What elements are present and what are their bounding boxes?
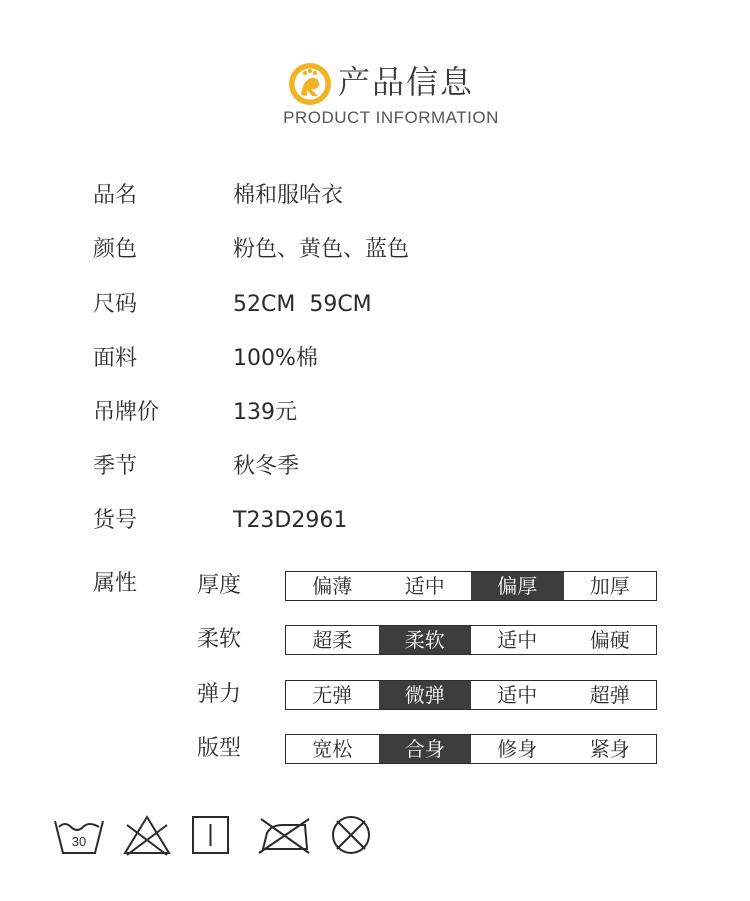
attr-option[interactable]: 适中 (404, 574, 445, 598)
info-value: T23D2961 (233, 508, 348, 533)
attr-option[interactable]: 超柔 (312, 628, 353, 652)
info-value: 秋冬季 (233, 454, 300, 479)
attr-label: 厚度 (197, 573, 242, 598)
info-label: 吊牌价 (93, 400, 160, 425)
attr-option[interactable]: 微弹 (379, 681, 472, 709)
no-iron-icon (257, 813, 311, 857)
wash-temp: 30 (71, 834, 87, 849)
info-value: 棉和服哈衣 (233, 183, 344, 208)
info-label: 颜色 (93, 237, 138, 262)
attr-label: 柔软 (197, 627, 242, 652)
attr-option[interactable]: 偏薄 (312, 574, 353, 598)
info-value: 100%棉 (233, 346, 318, 371)
info-value: 139元 (233, 400, 297, 425)
attr-option[interactable]: 偏厚 (471, 572, 564, 600)
page-title: 产品信息 (338, 63, 475, 101)
info-label: 品名 (93, 183, 138, 208)
attr-option[interactable]: 合身 (379, 735, 472, 763)
attr-options (285, 571, 657, 601)
line-dry-icon (191, 813, 231, 857)
no-dry-clean-icon (329, 813, 373, 857)
attr-options (285, 625, 657, 655)
attr-option[interactable]: 适中 (497, 628, 538, 652)
attr-option[interactable]: 加厚 (589, 574, 630, 598)
attr-option[interactable]: 超弹 (589, 683, 630, 707)
attr-label: 版型 (197, 736, 242, 761)
attr-option[interactable]: 无弹 (312, 683, 353, 707)
info-label: 季节 (93, 454, 138, 479)
attr-options (285, 734, 657, 764)
logo-icon (288, 62, 332, 106)
attr-options (285, 680, 657, 710)
page-subtitle: PRODUCT INFORMATION (283, 108, 499, 127)
info-label: 尺码 (93, 292, 138, 317)
attr-option[interactable]: 紧身 (589, 737, 630, 761)
attr-option[interactable]: 偏硬 (589, 628, 630, 652)
wash-30-icon (53, 813, 105, 857)
info-value: 52CM 59CM (233, 292, 372, 317)
attr-option[interactable]: 柔软 (379, 626, 472, 654)
attr-option[interactable]: 修身 (497, 737, 538, 761)
no-bleach-icon (121, 813, 173, 857)
info-label: 货号 (93, 508, 138, 533)
attr-option[interactable]: 适中 (497, 683, 538, 707)
info-value: 粉色、黄色、蓝色 (233, 237, 410, 262)
info-label: 面料 (93, 346, 138, 371)
attr-label: 弹力 (197, 682, 242, 707)
attributes-title: 属性 (93, 571, 138, 596)
attr-option[interactable]: 宽松 (312, 737, 353, 761)
